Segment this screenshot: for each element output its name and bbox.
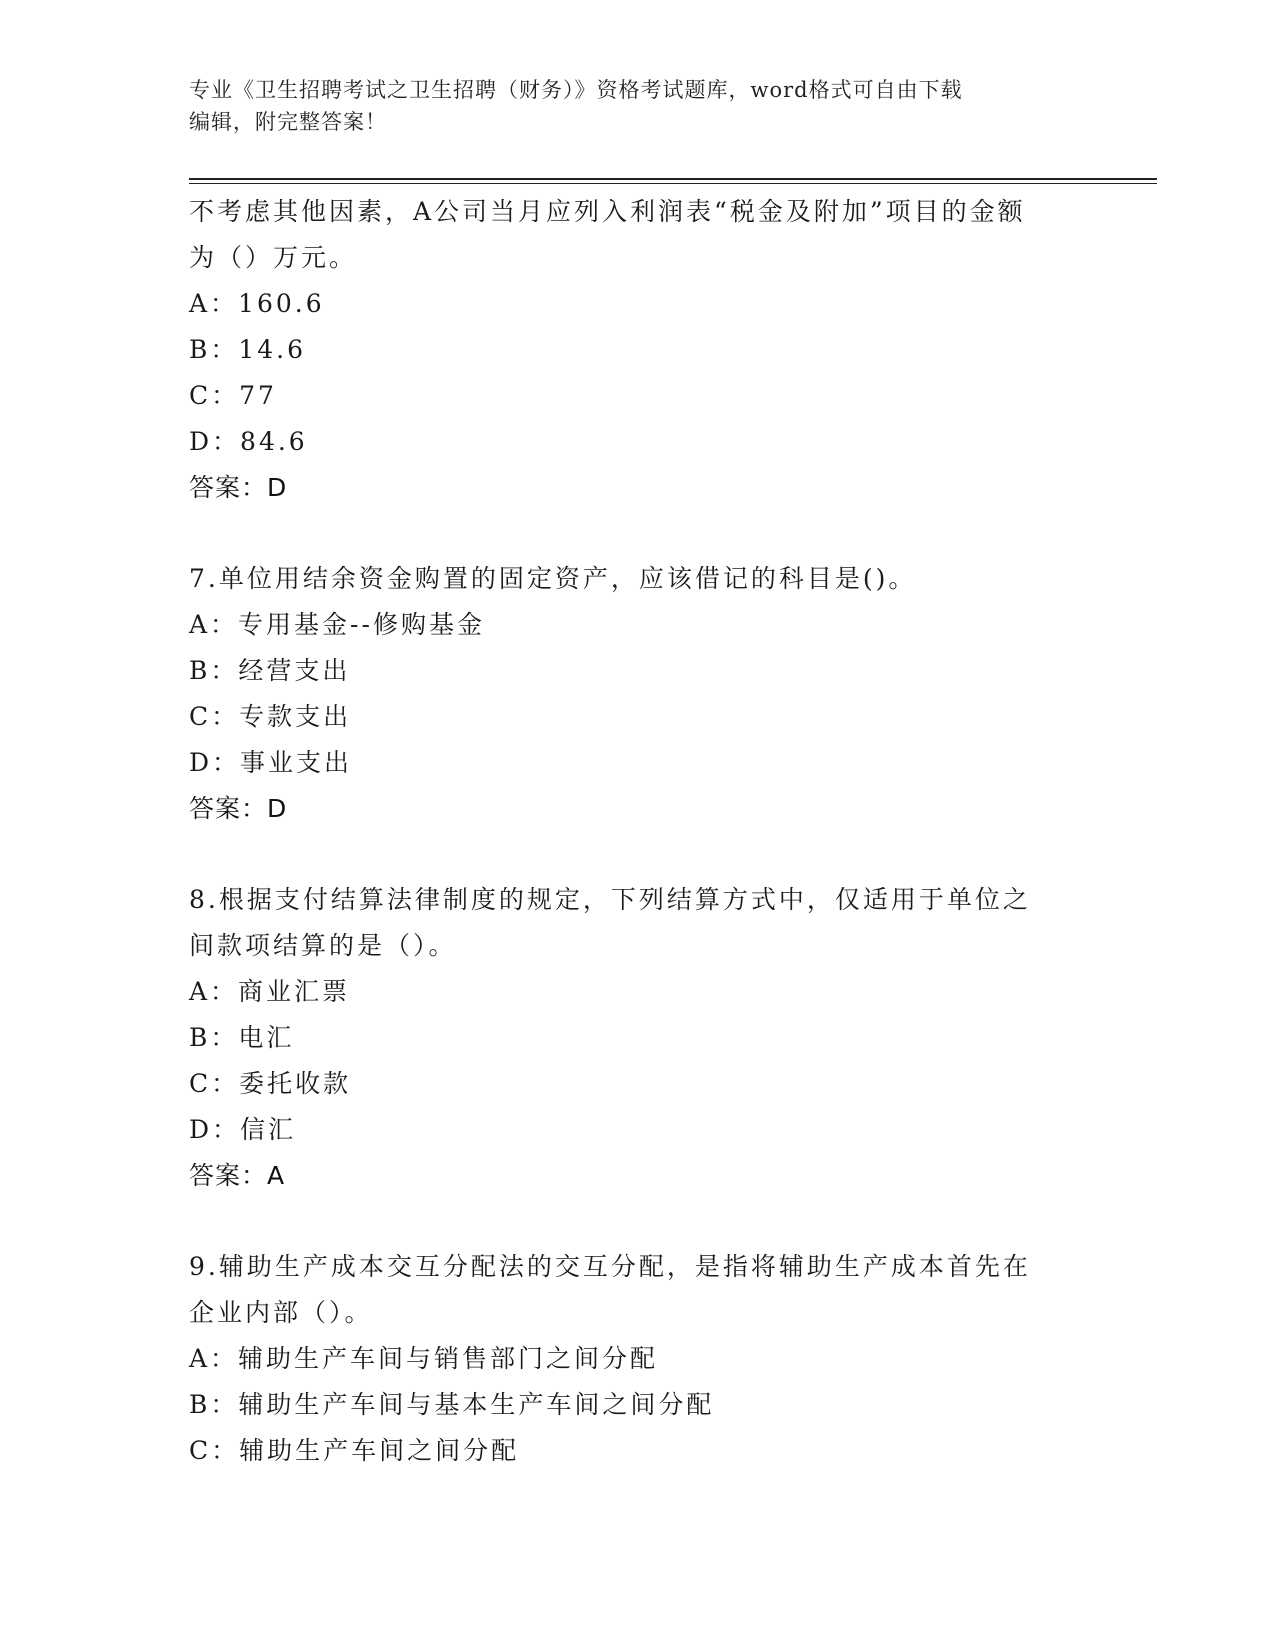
option-c: C：辅助生产车间之间分配	[189, 1436, 520, 1465]
option-d: D：事业支出	[189, 748, 353, 777]
question-stem: 9.辅助生产成本交互分配法的交互分配，是指将辅助生产成本首先在	[189, 1252, 1031, 1281]
spacer	[189, 511, 1089, 556]
spacer	[189, 832, 1089, 877]
option-b: B：经营支出	[189, 656, 351, 685]
option-b: B：14.6	[189, 335, 307, 364]
question-stem: 8.根据支付结算法律制度的规定，下列结算方式中，仅适用于单位之	[189, 885, 1031, 914]
header-line-2: 编辑，附完整答案！	[189, 110, 387, 134]
option-a: A：辅助生产车间与销售部门之间分配	[189, 1344, 659, 1373]
question-stem: 不考虑其他因素，A公司当月应列入利润表“税金及附加”项目的金额	[189, 197, 1026, 226]
header-line-1: 专业《卫生招聘考试之卫生招聘（财务）》资格考试题库，word格式可自由下载	[189, 78, 963, 102]
header-divider-thick	[189, 178, 1157, 180]
question-7	[189, 556, 1089, 832]
header-divider-thin	[189, 183, 1157, 184]
option-b: B：电汇	[189, 1023, 295, 1052]
question-stem: 为（）万元。	[189, 243, 358, 272]
answer-label: 答案：D	[189, 473, 288, 502]
spacer	[189, 1199, 1089, 1244]
option-a: A：专用基金--修购基金	[189, 610, 485, 639]
question-8	[189, 877, 1089, 1199]
question-stem: 7.单位用结余资金购置的固定资产，应该借记的科目是()。	[189, 564, 917, 593]
option-d: D：信汇	[189, 1115, 297, 1144]
document-header	[189, 74, 1089, 138]
option-c: C：专款支出	[189, 702, 352, 731]
answer-label: 答案：D	[189, 794, 288, 823]
option-a: A：商业汇票	[189, 977, 351, 1006]
question-list	[189, 189, 1089, 1474]
option-c: C：77	[189, 381, 277, 410]
question-9	[189, 1244, 1089, 1474]
answer-label: 答案：A	[189, 1161, 286, 1190]
question-stem: 企业内部（）。	[189, 1298, 373, 1327]
question-stem: 间款项结算的是（）。	[189, 931, 457, 960]
option-d: D：84.6	[189, 427, 308, 456]
option-b: B：辅助生产车间与基本生产车间之间分配	[189, 1390, 715, 1419]
option-a: A：160.6	[189, 289, 325, 318]
option-c: C：委托收款	[189, 1069, 352, 1098]
question-6	[189, 189, 1089, 511]
